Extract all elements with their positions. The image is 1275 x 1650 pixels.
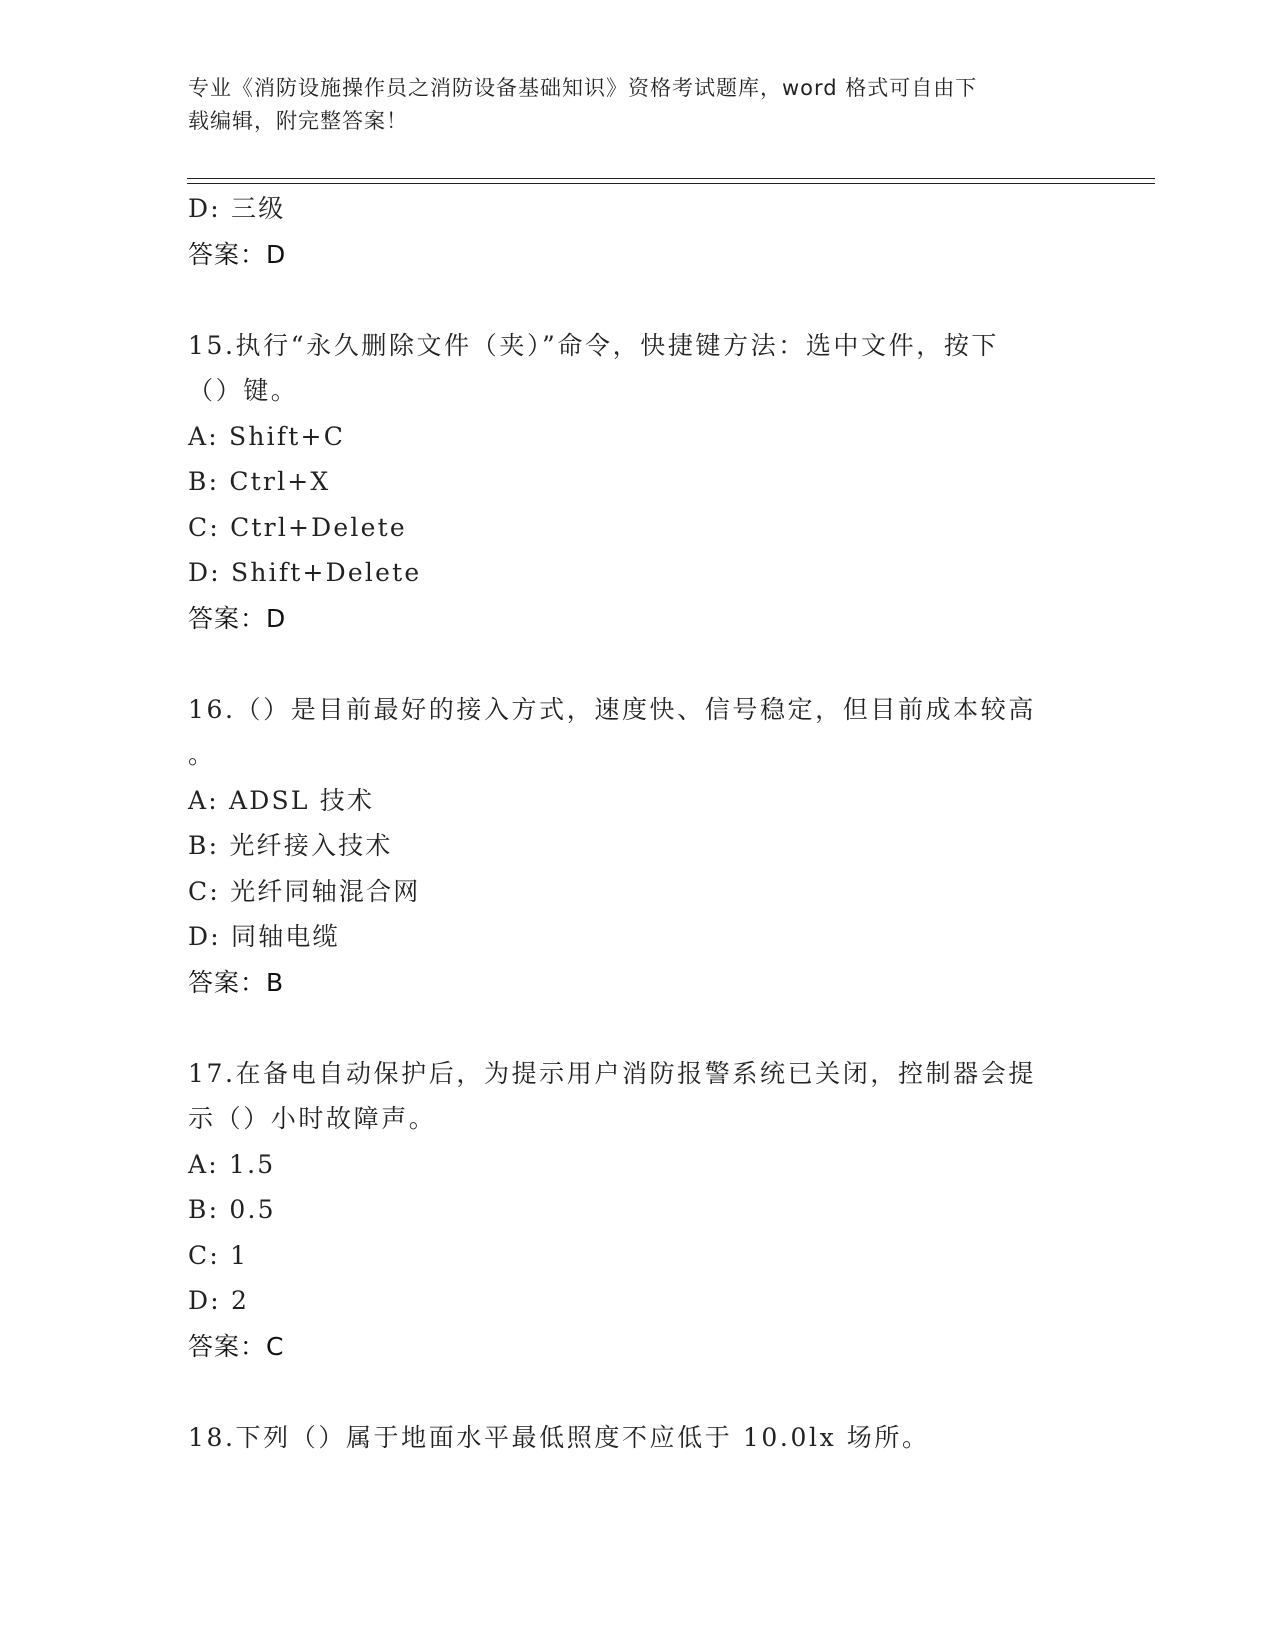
question-17: [188, 1051, 1088, 1370]
answer: 答案：C: [188, 1331, 285, 1361]
spacer: [188, 1369, 1088, 1415]
option-b: B: 光纤接入技术: [188, 831, 393, 860]
question-text-line-1: 16.（）是目前最好的接入方式，速度快、信号稳定，但目前成本较高: [188, 694, 1036, 724]
answer: 答案：D: [188, 603, 287, 633]
question-text-line-1: 18.下列（）属于地面水平最低照度不应低于 10.0lx 场所。: [188, 1422, 930, 1452]
question-16: [188, 687, 1088, 1006]
option-b: B: 0.5: [188, 1195, 276, 1224]
header-line-1: 专业《消防设施操作员之消防设备基础知识》资格考试题库，word 格式可自由下: [188, 76, 978, 100]
option-d: D: 三级: [188, 194, 286, 223]
option-a: A: Shift+C: [188, 421, 346, 451]
question-text-line-1: 17.在备电自动保护后，为提示用户消防报警系统已关闭，控制器会提: [188, 1058, 1036, 1088]
question-text-line-2: （）键。: [188, 376, 299, 405]
header-divider-top: [187, 178, 1155, 179]
spacer: [188, 277, 1088, 323]
option-c: C: Ctrl+Delete: [188, 512, 407, 542]
page-header: [188, 72, 1068, 138]
option-c: C: 1: [188, 1240, 249, 1270]
question-14-tail: [188, 186, 1088, 277]
question-18: [188, 1415, 1088, 1461]
question-text-line-2: 。: [188, 740, 216, 769]
spacer: [188, 1005, 1088, 1051]
question-text-line-1: 15.执行“永久删除文件（夹）”命令，快捷键方法：选中文件，按下: [188, 330, 1000, 360]
option-a: A: 1.5: [188, 1149, 276, 1179]
header-line-2: 载编辑，附完整答案！: [188, 109, 408, 133]
question-text-line-2: 示（）小时故障声。: [188, 1104, 437, 1133]
spacer: [188, 641, 1088, 687]
question-15: [188, 323, 1088, 642]
answer: 答案：B: [188, 967, 285, 997]
question-list: [188, 186, 1088, 1460]
option-c: C: 光纤同轴混合网: [188, 876, 421, 906]
option-a: A: ADSL 技术: [188, 785, 375, 815]
option-d: D: 同轴电缆: [188, 922, 340, 951]
option-d: D: Shift+Delete: [188, 558, 422, 587]
header-divider-bottom: [187, 183, 1155, 184]
answer: 答案：D: [188, 239, 287, 269]
option-d: D: 2: [188, 1286, 250, 1315]
option-b: B: Ctrl+X: [188, 467, 331, 496]
